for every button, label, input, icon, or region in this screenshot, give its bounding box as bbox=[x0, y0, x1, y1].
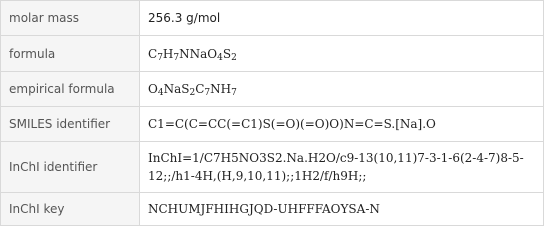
row-inchi-key bbox=[1, 193, 544, 226]
row-label: InChI identifier bbox=[1, 142, 140, 193]
formula-part: C bbox=[195, 82, 205, 96]
smiles-value: C1=C(C=CC(=C1)S(=O)(=O)O)N=C=S.[Na].O bbox=[140, 107, 544, 142]
inchi-key-value: NCHUMJFHIHGJQD-UHFFFAOYSA-N bbox=[140, 193, 544, 226]
row-label: InChI key bbox=[1, 193, 140, 226]
row-label: empirical formula bbox=[1, 72, 140, 107]
formula-subscript: 7 bbox=[173, 52, 180, 63]
row-formula bbox=[1, 36, 544, 72]
formula-part: C bbox=[148, 46, 158, 61]
row-empirical-formula bbox=[1, 72, 544, 107]
row-label: formula bbox=[1, 36, 140, 72]
formula-subscript: 7 bbox=[157, 52, 163, 63]
row-smiles bbox=[1, 107, 544, 142]
formula-part: NH bbox=[210, 82, 232, 96]
inchi-value: InChI=1/C7H5NO3S2.Na.H2O/c9-13(10,11)7-3-1-6(2-4-7)8-5-12;;/h1-4H,(H,9,10,11);;1H2/f/h9H;; bbox=[140, 142, 544, 193]
formula-part: O bbox=[148, 82, 158, 96]
formula-subscript: 4 bbox=[217, 52, 223, 63]
formula-part: H bbox=[162, 46, 174, 61]
row-inchi bbox=[1, 142, 544, 193]
formula-subscript: 4 bbox=[157, 88, 164, 98]
formula-subscript: 2 bbox=[231, 52, 237, 63]
formula-subscript: 2 bbox=[189, 88, 196, 98]
row-molar-mass bbox=[1, 1, 544, 36]
row-label: molar mass bbox=[1, 1, 140, 36]
formula-subscript: 7 bbox=[204, 88, 211, 98]
formula-part: NaS bbox=[163, 82, 190, 96]
molar-mass-value: 256.3 g/mol bbox=[140, 1, 544, 36]
empirical-formula-value bbox=[140, 72, 544, 107]
formula-part: NNaO bbox=[179, 46, 218, 61]
formula-part: S bbox=[222, 46, 232, 61]
row-label: SMILES identifier bbox=[1, 107, 140, 142]
formula-subscript: 7 bbox=[231, 88, 237, 98]
formula-value bbox=[140, 36, 544, 72]
